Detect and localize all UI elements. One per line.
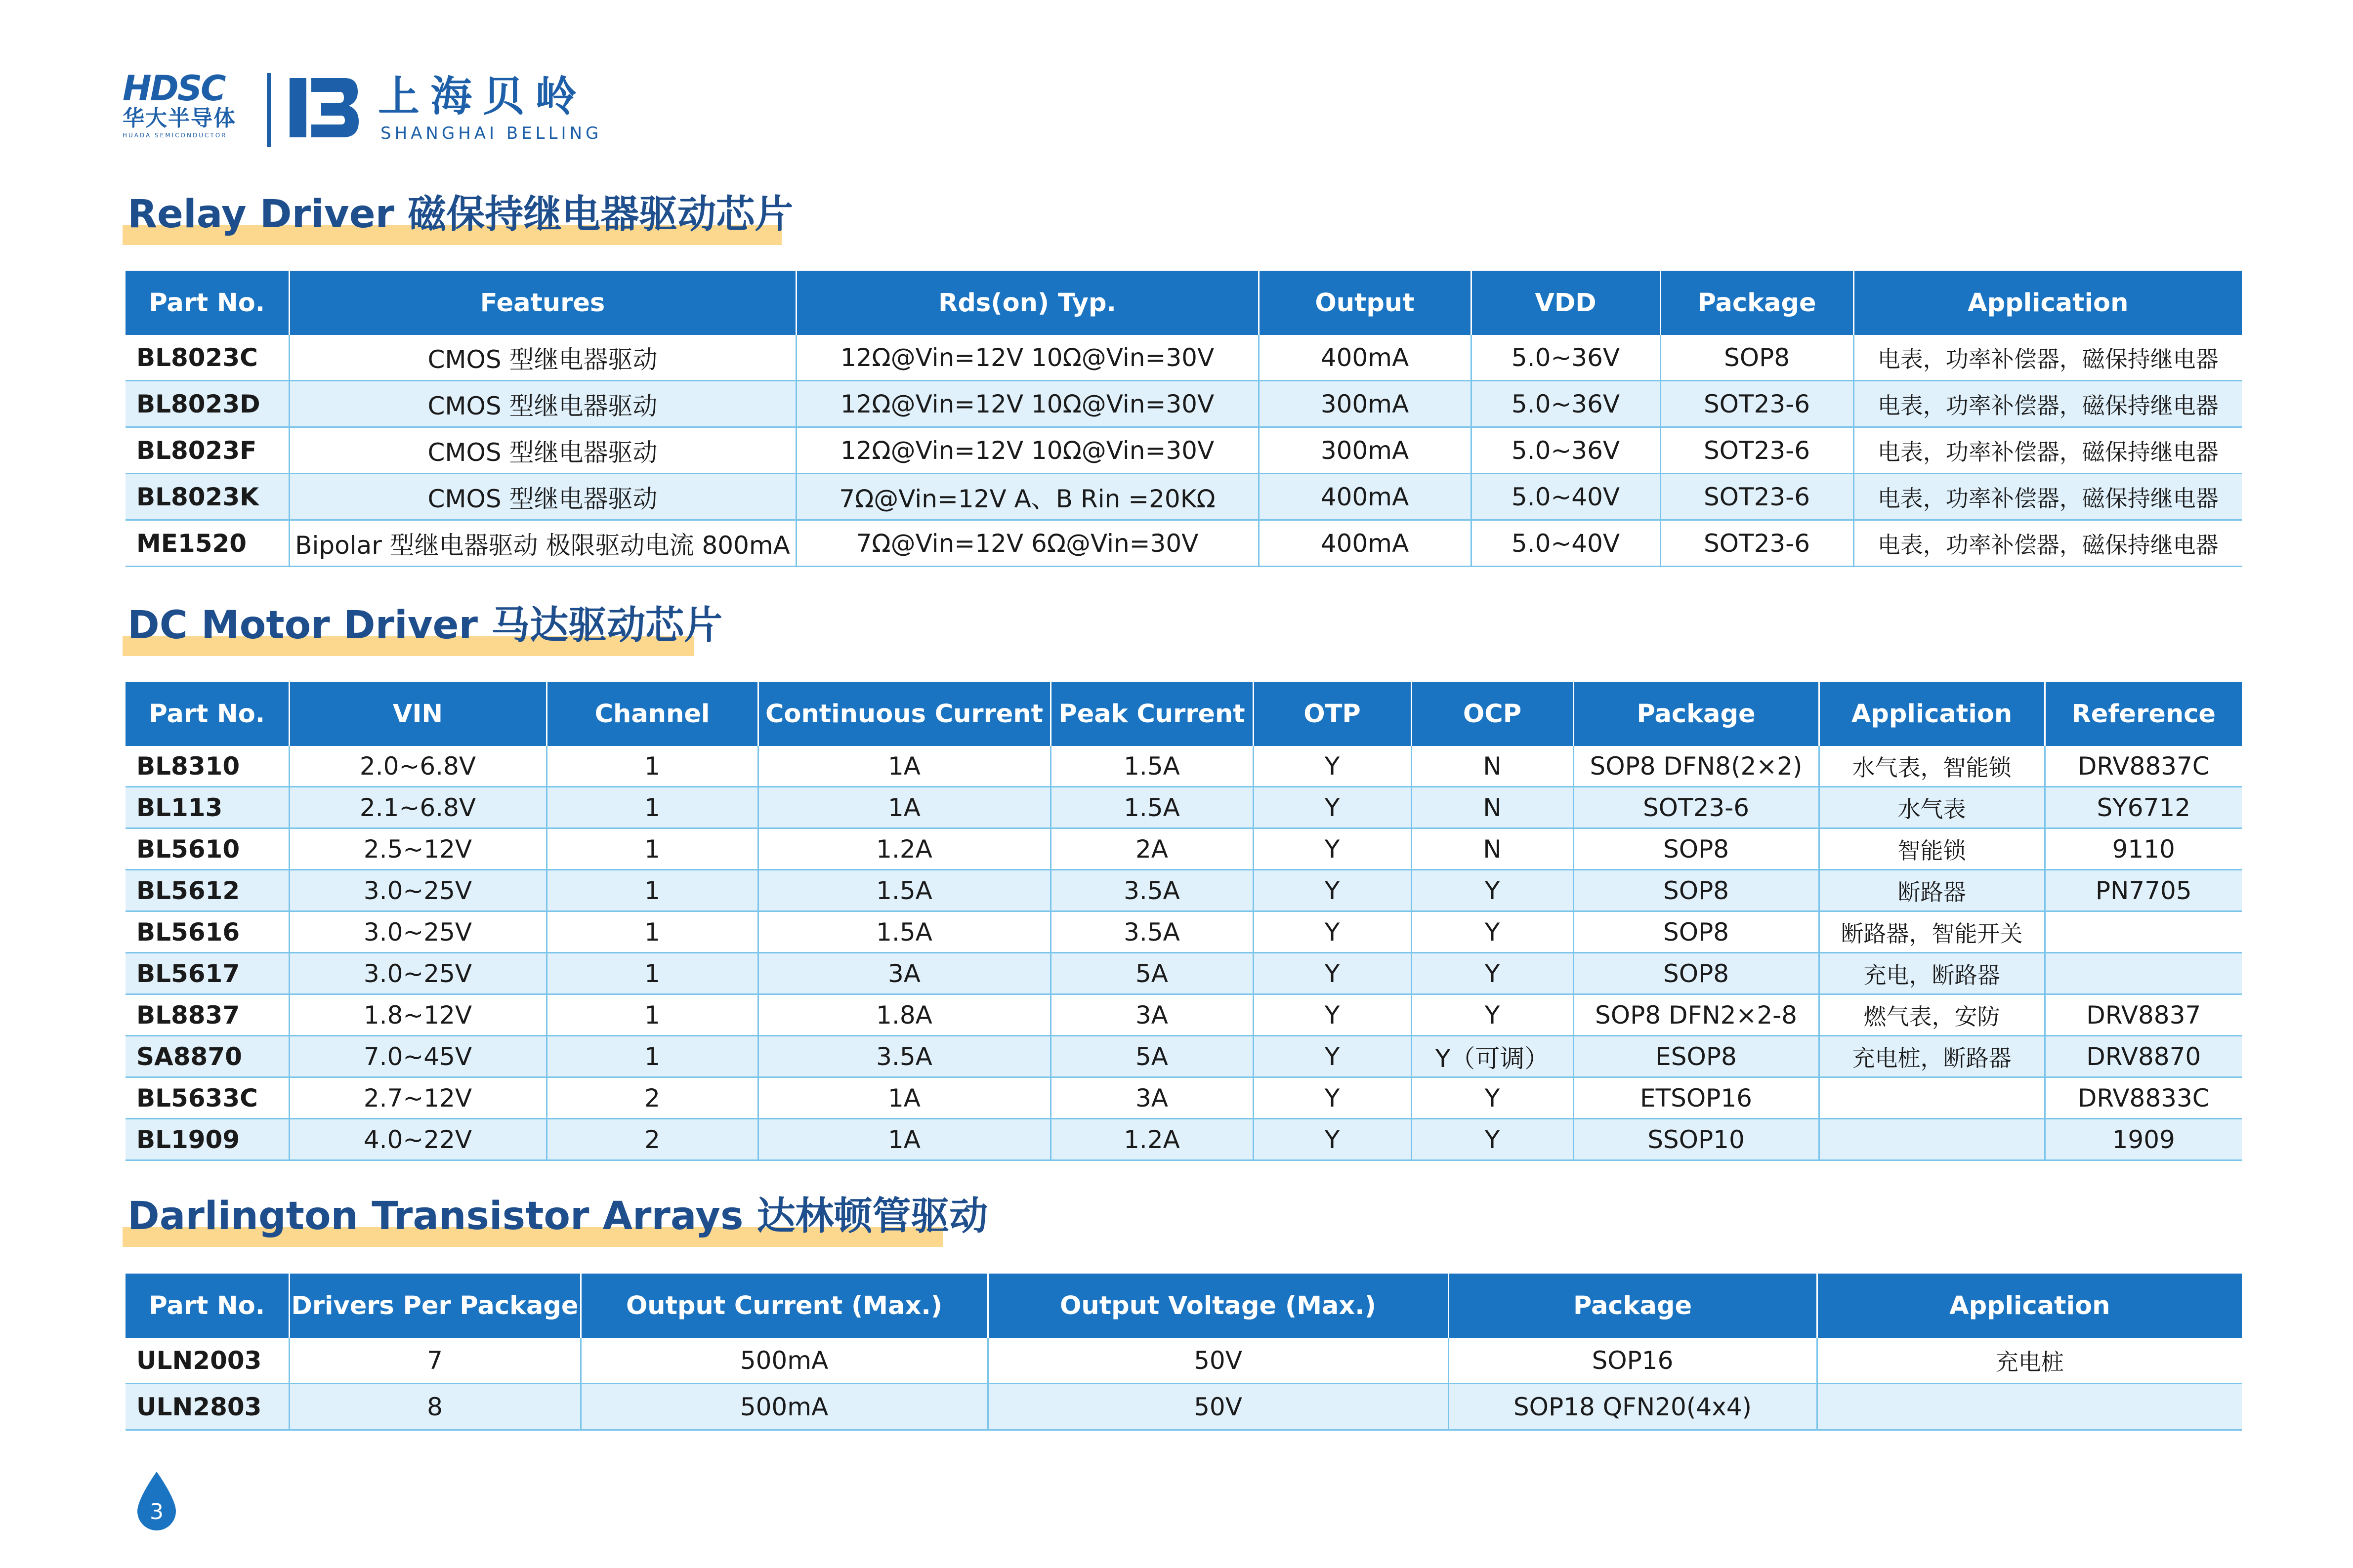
- table-cell: DRV8837: [2045, 994, 2242, 1036]
- dc-motor-header-row: [126, 682, 2242, 746]
- part-number-cell: ME1520: [126, 520, 289, 567]
- table-cell: 400mA: [1259, 474, 1471, 520]
- table-cell: 充电桩: [1817, 1338, 2242, 1384]
- table-cell: DRV8833C: [2045, 1077, 2242, 1119]
- table-cell: 1.5A: [1050, 746, 1253, 787]
- table-row: [126, 746, 2242, 787]
- table-cell: 2.1~6.8V: [289, 787, 546, 828]
- relay-section-title: Relay Driver 磁保持继电器驱动芯片: [127, 192, 794, 237]
- part-number-cell: ULN2803: [126, 1384, 289, 1430]
- table-cell: 1A: [758, 787, 1050, 828]
- relay-header-cell: Package: [1660, 271, 1853, 335]
- dc-motor-header-cell: Peak Current: [1050, 682, 1253, 746]
- darlington-header-cell: Application: [1817, 1274, 2242, 1338]
- relay-header-row: [126, 271, 2242, 335]
- table-cell: 1.2A: [1050, 1119, 1253, 1160]
- table-cell: DRV8870: [2045, 1036, 2242, 1077]
- relay-header-cell: Features: [289, 271, 796, 335]
- table-cell: 3A: [1050, 1077, 1253, 1119]
- table-cell: SOT23-6: [1660, 381, 1853, 427]
- table-cell: 1909: [2045, 1119, 2242, 1160]
- table-cell: 50V: [988, 1384, 1448, 1430]
- table-cell: SOT23-6: [1573, 787, 1819, 828]
- table-cell: 1: [546, 828, 758, 870]
- table-row: [126, 828, 2242, 870]
- table-cell: N: [1411, 828, 1573, 870]
- part-number-cell: BL8023D: [126, 381, 289, 427]
- table-row: [126, 335, 2242, 381]
- table-cell: Bipolar 型继电器驱动 极限驱动电流 800mA: [289, 520, 796, 567]
- table-cell: 400mA: [1259, 520, 1471, 567]
- table-row: [126, 381, 2242, 427]
- table-cell: 水气表: [1819, 787, 2045, 828]
- table-row: [126, 1338, 2242, 1384]
- table-cell: 1A: [758, 1077, 1050, 1119]
- table-cell: Y: [1411, 1119, 1573, 1160]
- dc-motor-table-body: [126, 746, 2242, 1160]
- relay-header-cell: Application: [1853, 271, 2242, 335]
- table-cell: 电表，功率补偿器，磁保持继电器: [1853, 381, 2242, 427]
- table-cell: 1.8A: [758, 994, 1050, 1036]
- table-cell: [1819, 1077, 2045, 1119]
- table-cell: 1: [546, 911, 758, 953]
- part-number-cell: SA8870: [126, 1036, 289, 1077]
- table-cell: 智能锁: [1819, 828, 2045, 870]
- part-number-cell: BL5610: [126, 828, 289, 870]
- part-number-cell: BL5612: [126, 870, 289, 911]
- table-row: [126, 427, 2242, 474]
- table-row: [126, 1384, 2242, 1430]
- table-cell: 5.0~40V: [1471, 520, 1660, 567]
- table-cell: CMOS 型继电器驱动: [289, 427, 796, 474]
- table-cell: Y: [1253, 953, 1411, 994]
- table-cell: SOT23-6: [1660, 474, 1853, 520]
- table-cell: 5.0~36V: [1471, 427, 1660, 474]
- table-cell: Y: [1253, 870, 1411, 911]
- table-cell: 3A: [1050, 994, 1253, 1036]
- table-cell: 1: [546, 787, 758, 828]
- table-row: [126, 1036, 2242, 1077]
- table-cell: 电表，功率补偿器，磁保持继电器: [1853, 520, 2242, 567]
- darlington-header-cell: Output Current (Max.): [581, 1274, 988, 1338]
- dc-motor-header-cell: OTP: [1253, 682, 1411, 746]
- page-number: 3: [150, 1499, 164, 1525]
- table-cell: Y: [1411, 870, 1573, 911]
- table-cell: N: [1411, 787, 1573, 828]
- table-cell: 2: [546, 1119, 758, 1160]
- table-cell: 300mA: [1259, 427, 1471, 474]
- table-cell: SOP8 DFN8(2×2): [1573, 746, 1819, 787]
- table-cell: SOT23-6: [1660, 427, 1853, 474]
- table-cell: 2: [546, 1077, 758, 1119]
- table-cell: 9110: [2045, 828, 2242, 870]
- table-cell: [1819, 1119, 2045, 1160]
- table-cell: SOP8: [1573, 953, 1819, 994]
- water-drop-icon: [134, 1470, 179, 1531]
- dc-motor-section-title: DC Motor Driver 马达驱动芯片: [127, 603, 723, 648]
- table-cell: 1.5A: [1050, 787, 1253, 828]
- relay-header-cell: Rds(on) Typ.: [796, 271, 1259, 335]
- table-cell: PN7705: [2045, 870, 2242, 911]
- table-cell: 50V: [988, 1338, 1448, 1384]
- table-cell: 7Ω@Vin=12V 6Ω@Vin=30V: [796, 520, 1259, 567]
- table-cell: 1A: [758, 746, 1050, 787]
- table-cell: ETSOP16: [1573, 1077, 1819, 1119]
- hdsc-logo: [123, 68, 261, 145]
- table-cell: N: [1411, 746, 1573, 787]
- table-cell: 2.5~12V: [289, 828, 546, 870]
- table-cell: 3.5A: [1050, 911, 1253, 953]
- table-cell: 电表，功率补偿器，磁保持继电器: [1853, 335, 2242, 381]
- part-number-cell: BL8310: [126, 746, 289, 787]
- part-number-cell: BL5616: [126, 911, 289, 953]
- belling-logo-chinese: 上海贝岭: [378, 72, 588, 121]
- table-row: [126, 787, 2242, 828]
- darlington-section-title: Darlington Transistor Arrays 达林顿管驱动: [127, 1194, 988, 1238]
- table-cell: 300mA: [1259, 381, 1471, 427]
- table-cell: [2045, 911, 2242, 953]
- table-row: [126, 520, 2242, 567]
- table-cell: 7.0~45V: [289, 1036, 546, 1077]
- table-cell: 电表，功率补偿器，磁保持继电器: [1853, 474, 2242, 520]
- table-cell: Y（可调）: [1411, 1036, 1573, 1077]
- table-cell: 3.5A: [1050, 870, 1253, 911]
- dc-motor-header-cell: VIN: [289, 682, 546, 746]
- part-number-cell: BL1909: [126, 1119, 289, 1160]
- dc-motor-header-cell: Continuous Current: [758, 682, 1050, 746]
- table-cell: 1: [546, 994, 758, 1036]
- table-cell: 8: [289, 1384, 581, 1430]
- darlington-header-cell: Part No.: [126, 1274, 289, 1338]
- hdsc-logo-mark: HDSC: [123, 68, 225, 109]
- belling-logo-english: SHANGHAI BELLING: [380, 124, 602, 143]
- table-cell: 2A: [1050, 828, 1253, 870]
- part-number-cell: BL113: [126, 787, 289, 828]
- table-cell: SOP8: [1660, 335, 1853, 381]
- table-cell: Y: [1253, 1077, 1411, 1119]
- table-cell: Y: [1411, 994, 1573, 1036]
- table-row: [126, 911, 2242, 953]
- table-cell: CMOS 型继电器驱动: [289, 381, 796, 427]
- table-cell: 水气表，智能锁: [1819, 746, 2045, 787]
- table-cell: 12Ω@Vin=12V 10Ω@Vin=30V: [796, 427, 1259, 474]
- table-cell: 1: [546, 746, 758, 787]
- relay-driver-table: [126, 271, 2242, 567]
- darlington-header-cell: Output Voltage (Max.): [988, 1274, 1448, 1338]
- table-cell: 1: [546, 1036, 758, 1077]
- table-cell: 充电，断路器: [1819, 953, 2045, 994]
- belling-logo-icon: [287, 73, 361, 142]
- part-number-cell: BL5617: [126, 953, 289, 994]
- logo-divider: [267, 73, 271, 147]
- table-cell: SOP8 DFN2×2-8: [1573, 994, 1819, 1036]
- table-cell: Y: [1253, 911, 1411, 953]
- table-cell: Y: [1411, 911, 1573, 953]
- table-cell: Y: [1253, 787, 1411, 828]
- table-cell: 1A: [758, 1119, 1050, 1160]
- darlington-table-body: [126, 1338, 2242, 1430]
- table-cell: DRV8837C: [2045, 746, 2242, 787]
- table-cell: 12Ω@Vin=12V 10Ω@Vin=30V: [796, 381, 1259, 427]
- table-row: [126, 1077, 2242, 1119]
- table-cell: 1: [546, 953, 758, 994]
- table-row: [126, 994, 2242, 1036]
- table-cell: Y: [1411, 1077, 1573, 1119]
- table-cell: 1.5A: [758, 870, 1050, 911]
- darlington-header-cell: Drivers Per Package: [289, 1274, 581, 1338]
- table-cell: [1817, 1384, 2242, 1430]
- table-cell: SOT23-6: [1660, 520, 1853, 567]
- table-cell: Y: [1253, 828, 1411, 870]
- table-cell: 2.7~12V: [289, 1077, 546, 1119]
- table-cell: 1.2A: [758, 828, 1050, 870]
- table-cell: Y: [1253, 746, 1411, 787]
- darlington-header-cell: Package: [1448, 1274, 1817, 1338]
- dc-motor-driver-table: [126, 682, 2242, 1161]
- table-cell: 500mA: [581, 1384, 988, 1430]
- relay-header-cell: Output: [1259, 271, 1471, 335]
- relay-header-cell: Part No.: [126, 271, 289, 335]
- table-cell: 5A: [1050, 1036, 1253, 1077]
- dc-motor-header-cell: Reference: [2045, 682, 2242, 746]
- table-cell: 7Ω@Vin=12V A、B Rin =20KΩ: [796, 474, 1259, 520]
- table-cell: 5A: [1050, 953, 1253, 994]
- table-row: [126, 1119, 2242, 1160]
- part-number-cell: BL8837: [126, 994, 289, 1036]
- table-cell: 4.0~22V: [289, 1119, 546, 1160]
- darlington-table: [126, 1274, 2242, 1431]
- table-cell: 充电桩，断路器: [1819, 1036, 2045, 1077]
- table-cell: ESOP8: [1573, 1036, 1819, 1077]
- table-cell: 断路器: [1819, 870, 2045, 911]
- part-number-cell: BL8023F: [126, 427, 289, 474]
- table-cell: 1.5A: [758, 911, 1050, 953]
- dc-motor-header-cell: Application: [1819, 682, 2045, 746]
- table-cell: 5.0~36V: [1471, 381, 1660, 427]
- darlington-header-row: [126, 1274, 2242, 1338]
- table-cell: 3.0~25V: [289, 911, 546, 953]
- part-number-cell: BL8023K: [126, 474, 289, 520]
- table-cell: SOP16: [1448, 1338, 1817, 1384]
- table-cell: 1: [546, 870, 758, 911]
- dc-motor-header-cell: Package: [1573, 682, 1819, 746]
- table-cell: SOP18 QFN20(4x4): [1448, 1384, 1817, 1430]
- table-cell: 3.0~25V: [289, 870, 546, 911]
- table-cell: 12Ω@Vin=12V 10Ω@Vin=30V: [796, 335, 1259, 381]
- table-cell: 电表，功率补偿器，磁保持继电器: [1853, 427, 2242, 474]
- table-cell: Y: [1253, 1036, 1411, 1077]
- table-cell: SOP8: [1573, 828, 1819, 870]
- table-row: [126, 870, 2242, 911]
- table-cell: SSOP10: [1573, 1119, 1819, 1160]
- table-cell: [2045, 953, 2242, 994]
- table-cell: 7: [289, 1338, 581, 1384]
- part-number-cell: BL5633C: [126, 1077, 289, 1119]
- dc-motor-header-cell: Part No.: [126, 682, 289, 746]
- table-cell: 500mA: [581, 1338, 988, 1384]
- part-number-cell: BL8023C: [126, 335, 289, 381]
- table-cell: CMOS 型继电器驱动: [289, 474, 796, 520]
- table-cell: 燃气表，安防: [1819, 994, 2045, 1036]
- table-cell: Y: [1253, 1119, 1411, 1160]
- table-cell: SY6712: [2045, 787, 2242, 828]
- table-cell: 3A: [758, 953, 1050, 994]
- relay-header-cell: VDD: [1471, 271, 1660, 335]
- table-cell: 1.8~12V: [289, 994, 546, 1036]
- table-cell: 3.5A: [758, 1036, 1050, 1077]
- table-row: [126, 953, 2242, 994]
- table-cell: Y: [1253, 994, 1411, 1036]
- table-cell: 3.0~25V: [289, 953, 546, 994]
- table-cell: 断路器，智能开关: [1819, 911, 2045, 953]
- table-cell: 5.0~36V: [1471, 335, 1660, 381]
- table-cell: SOP8: [1573, 870, 1819, 911]
- dc-motor-header-cell: Channel: [546, 682, 758, 746]
- hdsc-logo-chinese: 华大半导体: [123, 106, 236, 131]
- table-cell: SOP8: [1573, 911, 1819, 953]
- table-cell: 5.0~40V: [1471, 474, 1660, 520]
- hdsc-logo-english: HUADA SEMICONDUCTOR: [123, 132, 227, 139]
- table-cell: 400mA: [1259, 335, 1471, 381]
- table-cell: 2.0~6.8V: [289, 746, 546, 787]
- dc-motor-header-cell: OCP: [1411, 682, 1573, 746]
- part-number-cell: ULN2003: [126, 1338, 289, 1384]
- table-cell: Y: [1411, 953, 1573, 994]
- table-cell: CMOS 型继电器驱动: [289, 335, 796, 381]
- relay-table-body: [126, 335, 2242, 567]
- table-row: [126, 474, 2242, 520]
